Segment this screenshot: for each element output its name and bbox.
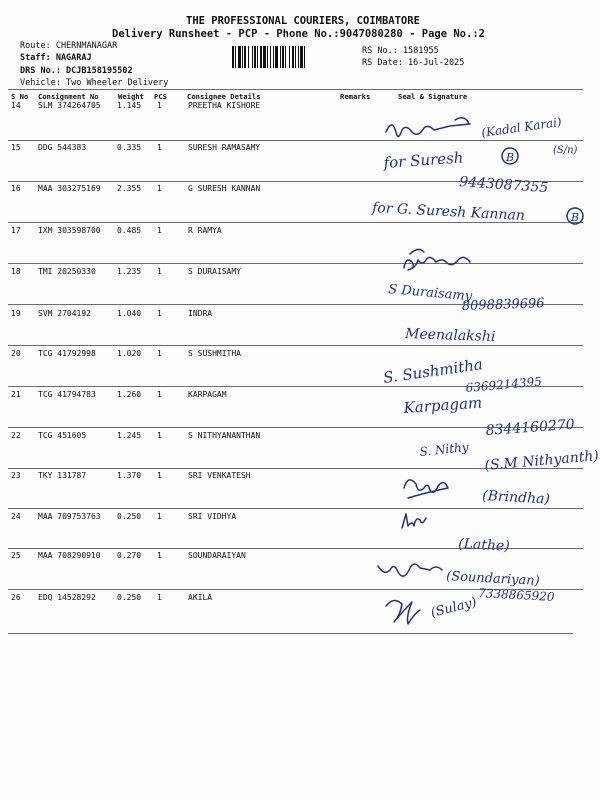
row-divider xyxy=(8,181,583,182)
signature-stroke xyxy=(455,118,469,124)
note-row-15-a: for Suresh xyxy=(383,148,464,172)
col-sno: S No xyxy=(11,92,29,101)
barcode-graphic xyxy=(232,46,354,68)
cell-sno: 26 xyxy=(11,593,21,602)
cell-consignee: G SURESH KANNAN xyxy=(188,184,261,193)
cell-consignment-no: SVM 2704192 xyxy=(38,309,91,318)
cell-pcs: 1 xyxy=(157,143,162,152)
cell-consignee: S DURAISAMY xyxy=(188,267,241,276)
cell-weight: 0.485 xyxy=(117,226,142,235)
rs-date: RS Date: 16-Jul-2025 xyxy=(362,58,465,68)
cell-consignment-no: MAA 708290910 xyxy=(38,551,101,560)
cell-consignment-no: TCG 41792998 xyxy=(38,349,96,358)
cell-pcs: 1 xyxy=(157,431,162,440)
note-row-18-a: S Duraisamy xyxy=(387,282,473,305)
barcode-bar xyxy=(260,46,262,68)
note-row-25-phone: 7338865920 xyxy=(477,586,555,604)
cell-pcs: 1 xyxy=(157,551,162,560)
barcode-bar xyxy=(267,46,268,68)
table-row xyxy=(0,226,600,240)
row-divider xyxy=(8,633,573,634)
barcode-bar xyxy=(248,46,249,68)
staff-label: Staff: NAGARAJ xyxy=(20,53,92,63)
row-divider xyxy=(8,140,583,141)
cell-weight: 1.235 xyxy=(117,267,142,276)
table-row xyxy=(0,431,600,445)
cell-consignment-no: MAA 303275169 xyxy=(38,184,101,193)
cell-sno: 25 xyxy=(11,551,21,560)
cell-consignment-no: TCG 451605 xyxy=(38,431,87,440)
cell-consignee: S SUSHMITHA xyxy=(188,349,241,358)
cell-sno: 24 xyxy=(11,512,21,521)
cell-sno: 22 xyxy=(11,431,21,440)
signature-row-25 xyxy=(378,564,442,576)
row-divider xyxy=(8,386,583,387)
note-row-21-phone: 8344160270 xyxy=(485,416,576,439)
row-divider xyxy=(8,304,583,305)
note-row-26-a: (Sulay) xyxy=(429,595,479,621)
cell-pcs: 1 xyxy=(157,267,162,276)
cell-consignment-no: EDQ 14528292 xyxy=(38,593,96,602)
cell-consignment-no: SLM 374264705 xyxy=(38,101,101,110)
cell-sno: 18 xyxy=(11,267,21,276)
cell-weight: 0.335 xyxy=(117,143,142,152)
table-row xyxy=(0,471,600,485)
note-row-16-circle: B xyxy=(571,211,580,224)
cell-pcs: 1 xyxy=(157,390,162,399)
barcode-bar xyxy=(289,46,290,68)
cell-consignment-no: MAA 709753763 xyxy=(38,512,101,521)
table-row xyxy=(0,593,600,607)
table-row xyxy=(0,267,600,281)
table-row xyxy=(0,512,600,526)
cell-sno: 19 xyxy=(11,309,21,318)
rs-number: RS No.: 1581955 xyxy=(362,46,439,56)
runsheet-title: Delivery Runsheet - PCP - Phone No.:9047080280 - Page No.:2 xyxy=(112,28,485,40)
cell-pcs: 1 xyxy=(157,101,162,110)
table-row xyxy=(0,101,600,115)
note-row-19-a: Meenalakshi xyxy=(404,326,496,346)
cell-consignment-no: TCG 41794783 xyxy=(38,390,96,399)
cell-consignee: SRI VENKATESH xyxy=(188,471,251,480)
note-row-21-a: Karpagam xyxy=(403,393,483,417)
cell-consignee: SRI VIDHYA xyxy=(188,512,237,521)
barcode-bar xyxy=(242,46,243,68)
row-divider xyxy=(8,468,583,469)
company-name: THE PROFESSIONAL COURIERS, COIMBATORE xyxy=(186,15,420,27)
cell-consignment-no: TKY 131787 xyxy=(38,471,87,480)
table-row xyxy=(0,309,600,323)
signature-stroke xyxy=(410,249,424,254)
row-divider xyxy=(8,222,583,223)
barcode-bar xyxy=(285,46,286,68)
note-row-15-circle: B xyxy=(506,151,515,164)
cell-sno: 15 xyxy=(11,143,21,152)
barcode-bar xyxy=(300,46,303,68)
cell-weight: 1.370 xyxy=(117,471,142,480)
table-row xyxy=(0,390,600,404)
row-divider xyxy=(8,589,583,590)
barcode-bar xyxy=(298,46,299,68)
row-divider xyxy=(8,345,583,346)
cell-pcs: 1 xyxy=(157,184,162,193)
cell-consignee: PREETHA KISHORE xyxy=(188,101,261,110)
signature-row-14 xyxy=(386,124,470,137)
note-row-20-phone: 6369214395 xyxy=(465,374,543,395)
cell-weight: 1.040 xyxy=(117,309,142,318)
cell-consignment-no: TMI 20250330 xyxy=(38,267,96,276)
note-row-23-a: (Brindha) xyxy=(481,488,551,508)
barcode-bar xyxy=(232,46,234,68)
note-row-22-a: S. Nithy xyxy=(418,439,470,459)
row-divider xyxy=(8,263,583,264)
cell-sno: 16 xyxy=(11,184,21,193)
cell-pcs: 1 xyxy=(157,309,162,318)
barcode-bar xyxy=(275,46,278,68)
cell-pcs: 1 xyxy=(157,226,162,235)
cell-pcs: 1 xyxy=(157,471,162,480)
vehicle-label: Vehicle: Two Wheeler Delivery xyxy=(20,78,169,88)
cell-weight: 0.250 xyxy=(117,593,142,602)
barcode-bar xyxy=(295,46,296,68)
barcode-bar xyxy=(270,46,271,68)
cell-consignee: S NITHYANANTHAN xyxy=(188,431,261,440)
cell-weight: 1.145 xyxy=(117,101,142,110)
cell-weight: 2.355 xyxy=(117,184,142,193)
col-pcs: PCS xyxy=(154,92,167,101)
cell-sno: 17 xyxy=(11,226,21,235)
cell-sno: 14 xyxy=(11,101,21,110)
header-top-rule xyxy=(8,89,583,90)
col-remarks: Remarks xyxy=(340,92,371,101)
note-row-14-b: (S/n) xyxy=(553,145,578,156)
barcode-bar xyxy=(263,46,266,68)
cell-weight: 0.250 xyxy=(117,512,142,521)
cell-consignee: SURESH RAMASAMY xyxy=(188,143,261,152)
cell-consignee: INDRA xyxy=(188,309,213,318)
cell-pcs: 1 xyxy=(157,349,162,358)
barcode-bar xyxy=(257,46,258,68)
col-weight: Weight xyxy=(118,92,144,101)
barcode-bar xyxy=(304,46,305,68)
cell-consignment-no: IXM 303598700 xyxy=(38,226,101,235)
note-row-22-b: (S.M Nithyanth) xyxy=(483,448,600,474)
row-divider xyxy=(8,548,583,549)
col-consignee: Consignee Details xyxy=(187,92,261,101)
table-row xyxy=(0,143,600,157)
note-row-15-phone: 9443087355 xyxy=(458,174,549,197)
barcode-bar xyxy=(252,46,253,68)
barcode-bar xyxy=(235,46,236,68)
note-row-18-phone: 8098839696 xyxy=(461,296,545,314)
cell-weight: 1.245 xyxy=(117,431,142,440)
cell-weight: 0.270 xyxy=(117,551,142,560)
cell-pcs: 1 xyxy=(157,512,162,521)
cell-consignment-no: DDG 544383 xyxy=(38,143,87,152)
table-row xyxy=(0,551,600,565)
row-divider xyxy=(8,508,583,509)
cell-sno: 23 xyxy=(11,471,21,480)
note-row-14-a: (Kadal Karai) xyxy=(480,114,563,140)
table-row xyxy=(0,184,600,198)
cell-sno: 20 xyxy=(11,349,21,358)
cell-weight: 1.260 xyxy=(117,390,142,399)
barcode-bar xyxy=(273,46,274,68)
table-row xyxy=(0,349,600,363)
row-divider xyxy=(8,427,583,428)
barcode-bar xyxy=(280,46,281,68)
barcode-bar xyxy=(238,46,241,68)
note-row-24-a: (Lathe) xyxy=(457,536,511,555)
barcode-bar xyxy=(244,46,246,68)
cell-consignee: SOUNDARAIYAN xyxy=(188,551,246,560)
cell-weight: 1.020 xyxy=(117,349,142,358)
cell-consignee: AKILA xyxy=(188,593,213,602)
note-row-20-a: S. Sushmitha xyxy=(382,355,484,387)
barcode-bar xyxy=(292,46,294,68)
cell-consignee: KARPAGAM xyxy=(188,390,227,399)
barcode-bar xyxy=(282,46,284,68)
note-row-25-a: (Soundariyan) xyxy=(445,569,540,589)
cell-consignee: R RAMYA xyxy=(188,226,222,235)
route-label: Route: CHERNMANAGAR xyxy=(20,41,118,51)
cell-sno: 21 xyxy=(11,390,21,399)
cell-pcs: 1 xyxy=(157,593,162,602)
col-seal-signature: Seal & Signature xyxy=(398,92,468,101)
drs-number: DRS No.: DCJB158195502 xyxy=(20,66,133,76)
col-consignment: Consignment No xyxy=(38,92,99,101)
note-row-16-a: for G. Suresh Kannan xyxy=(371,200,526,224)
barcode-bar xyxy=(254,46,256,68)
